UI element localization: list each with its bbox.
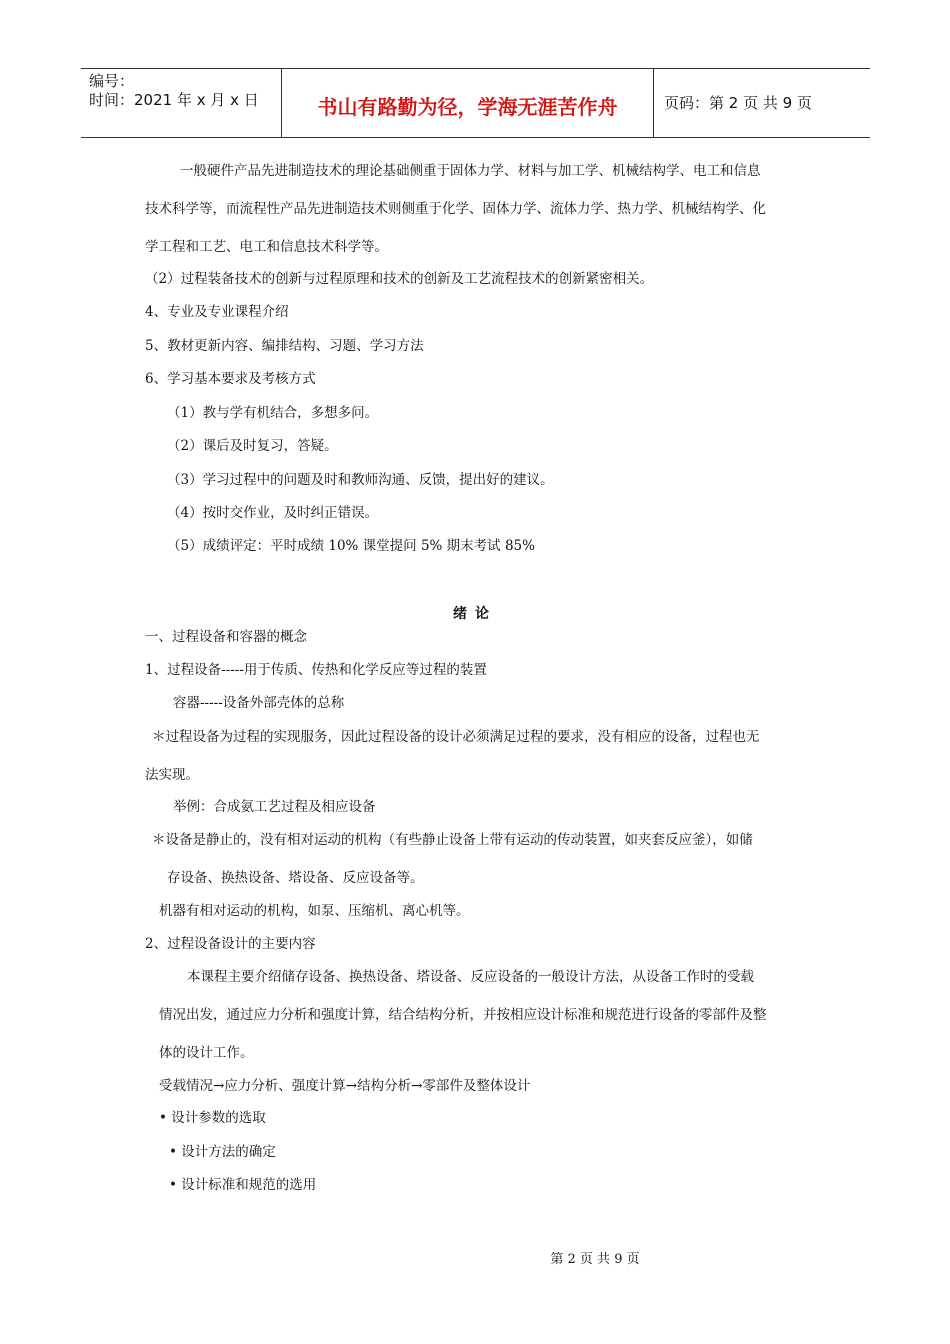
paragraph-line: 容器-----设备外部壳体的总称 — [173, 695, 345, 711]
paragraph-line: 技术科学等，而流程性产品先进制造技术则侧重于化学、固体力学、流体力学、热力学、机械结构学、化 — [145, 201, 766, 217]
paragraph-line: 学工程和工艺、电工和信息技术科学等。 — [145, 239, 388, 255]
page-footer: 第 2 页 共 9 页 — [550, 1252, 640, 1267]
list-item: 5、教材更新内容、编排结构、习题、学习方法 — [145, 338, 424, 354]
note-line: ＊过程设备为过程的实现服务，因此过程设备的设计必须满足过程的要求，没有相应的设备，过程也无 — [152, 729, 760, 745]
header-motto: 书山有路勤为径，学海无涯苦作舟 — [281, 69, 654, 137]
list-item: 2、过程设备设计的主要内容 — [145, 936, 316, 952]
paragraph-line: 举例：合成氨工艺过程及相应设备 — [173, 799, 376, 815]
list-item: （3）学习过程中的问题及时和教师沟通、反馈，提出好的建议。 — [167, 472, 554, 488]
page-header — [81, 68, 870, 138]
bullet-item: • 设计参数的选取 — [159, 1110, 266, 1126]
paragraph-line: 一般硬件产品先进制造技术的理论基础侧重于固体力学、材料与加工学、机械结构学、电工和信息 — [180, 163, 761, 179]
section-heading: 一、过程设备和容器的概念 — [145, 629, 307, 645]
list-item: （2）过程装备技术的创新与过程原理和技术的创新及工艺流程技术的创新紧密相关。 — [145, 271, 654, 287]
list-item: （5）成绩评定：平时成绩 10% 课堂提问 5% 期末考试 85% — [167, 538, 535, 554]
list-item: 4、专业及专业课程介绍 — [145, 304, 289, 320]
header-info — [81, 69, 281, 137]
document-time-label: 时间：2021 年 x 月 x 日 — [89, 91, 259, 109]
flow-line: 受载情况→应力分析、强度计算→结构分析→零部件及整体设计 — [159, 1078, 531, 1094]
paragraph-line: 机器有相对运动的机构，如泵、压缩机、离心机等。 — [159, 903, 470, 919]
bullet-item: • 设计方法的确定 — [169, 1144, 276, 1160]
list-item: 6、学习基本要求及考核方式 — [145, 371, 316, 387]
section-title: 绪论 — [453, 606, 497, 622]
paragraph-line: 体的设计工作。 — [159, 1045, 254, 1061]
note-line: 法实现。 — [145, 767, 199, 783]
note-line: 存设备、换热设备、塔设备、反应设备等。 — [167, 870, 424, 886]
paragraph-line: 本课程主要介绍储存设备、换热设备、塔设备、反应设备的一般设计方法，从设备工作时的受载 — [187, 969, 754, 985]
list-item: （1）教与学有机结合，多想多问。 — [167, 405, 379, 421]
paragraph-line: 情况出发，通过应力分析和强度计算，结合结构分析，并按相应设计标准和规范进行设备的零部件及整 — [159, 1007, 767, 1023]
list-item: （2）课后及时复习，答疑。 — [167, 438, 338, 454]
bullet-item: • 设计标准和规范的选用 — [169, 1177, 317, 1193]
list-item: （4）按时交作业，及时纠正错误。 — [167, 505, 379, 521]
header-page-number: 页码：第 2 页 共 9 页 — [664, 94, 812, 112]
document-number-label: 编号： — [89, 72, 135, 90]
list-item: 1、过程设备-----用于传质、传热和化学反应等过程的装置 — [145, 662, 487, 678]
note-line: ＊设备是静止的，没有相对运动的机构（有些静止设备上带有运动的传动装置，如夹套反应釜），如储 — [152, 832, 753, 848]
